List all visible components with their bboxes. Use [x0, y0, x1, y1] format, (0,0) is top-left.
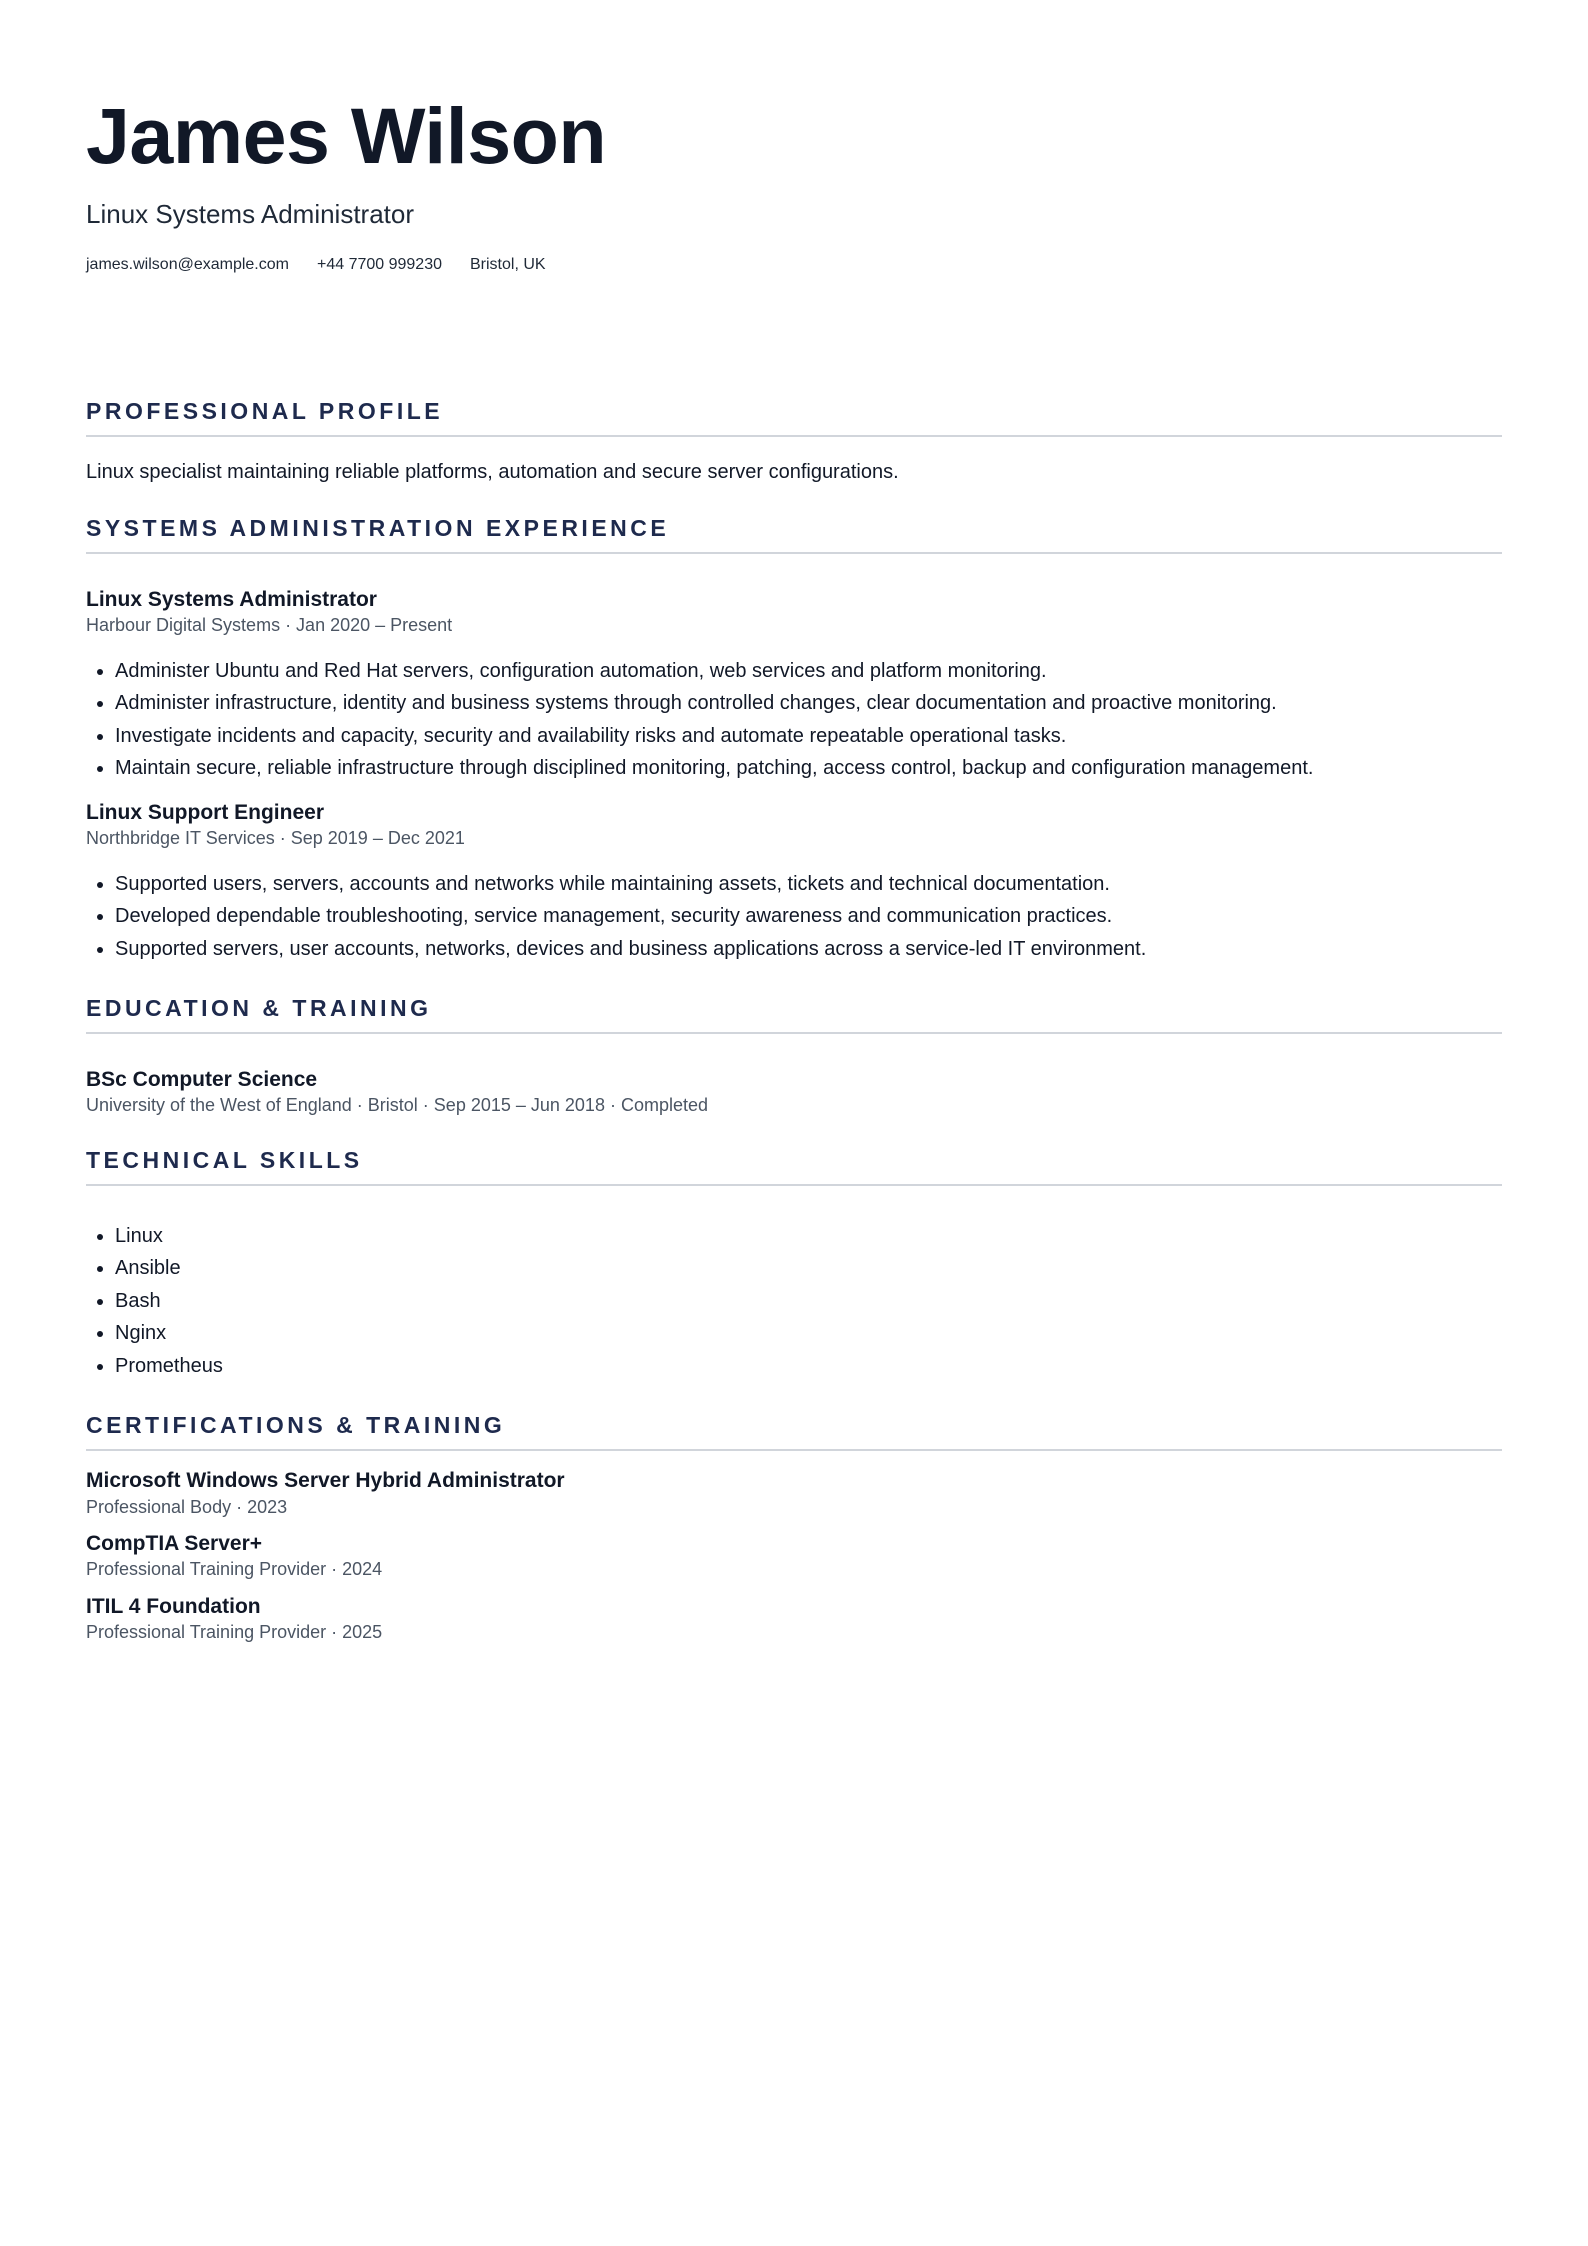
education-section	[86, 995, 1502, 1117]
contact-email[interactable]: james.wilson@example.com	[86, 256, 289, 274]
candidate-name: James Wilson	[86, 91, 607, 180]
skill-item: • Nginx	[115, 1317, 1502, 1350]
experience-section	[86, 515, 1502, 965]
job-entry	[86, 801, 1502, 965]
certifications-list	[86, 1469, 1502, 1643]
education-degree: BSc Computer Science	[86, 1068, 318, 1092]
contact-phone[interactable]: +44 7700 999230	[316, 256, 442, 274]
certification-entry	[86, 1532, 1502, 1581]
skills-list	[86, 1220, 1502, 1383]
contact-row	[86, 256, 1502, 274]
bullet-item: • Supported users, servers, accounts and networks while maintaining assets, tickets and technical documentation.	[115, 868, 1502, 901]
job-meta: Northbridge IT Services · Sep 2019 – Dec 2021	[86, 828, 465, 849]
education-heading: EDUCATION & TRAINING	[86, 995, 1502, 1034]
bullet-item: • Administer Ubuntu and Red Hat servers, configuration automation, web services and platform monitoring.	[115, 655, 1502, 688]
skill-item: • Ansible	[115, 1252, 1502, 1285]
certification-meta: Professional Body · 2023	[86, 1496, 288, 1517]
bullet-item: • Investigate incidents and capacity, security and availability risks and automate repeatable operational tasks.	[115, 720, 1502, 753]
job-bullets	[86, 655, 1502, 785]
job-meta: Harbour Digital Systems · Jan 2020 – Present	[86, 615, 453, 636]
education-meta: University of the West of England · Bristol · Sep 2015 – Jun 2018 · Completed	[86, 1095, 708, 1116]
profile-section	[86, 398, 1502, 485]
certification-name: CompTIA Server+	[86, 1532, 263, 1556]
skill-item: • Linux	[115, 1220, 1502, 1253]
bullet-item: • Administer infrastructure, identity and business systems through controlled changes, clear documentation and proactive monitoring.	[115, 687, 1502, 720]
contact-location: Bristol, UK	[470, 256, 546, 274]
certifications-section	[86, 1412, 1502, 1643]
skill-item: • Prometheus	[115, 1350, 1502, 1383]
job-entry	[86, 588, 1502, 785]
education-entry	[86, 1068, 1502, 1117]
skills-section	[86, 1147, 1502, 1383]
profile-text: Linux specialist maintaining reliable platforms, automation and secure server configurations.	[86, 461, 899, 484]
job-role: Linux Systems Administrator	[86, 588, 377, 612]
job-bullets	[86, 868, 1502, 966]
profile-heading: PROFESSIONAL PROFILE	[86, 398, 1502, 437]
bullet-item: • Maintain secure, reliable infrastructure through disciplined monitoring, patching, access control, backup and configuration management.	[115, 752, 1502, 785]
certification-entry	[86, 1595, 1502, 1644]
candidate-title: Linux Systems Administrator	[86, 199, 415, 229]
bullet-item: • Supported servers, user accounts, networks, devices and business applications across a service-led IT environment.	[115, 933, 1502, 966]
bullet-item: • Developed dependable troubleshooting, service management, security awareness and communication practices.	[115, 900, 1502, 933]
certification-name: Microsoft Windows Server Hybrid Administrator	[86, 1469, 565, 1493]
certification-entry	[86, 1469, 1502, 1518]
certifications-heading: CERTIFICATIONS & TRAINING	[86, 1412, 1502, 1451]
certification-meta: Professional Training Provider · 2025	[86, 1622, 383, 1642]
certification-name: ITIL 4 Foundation	[86, 1594, 261, 1618]
experience-heading: SYSTEMS ADMINISTRATION EXPERIENCE	[86, 515, 1502, 554]
resume-header	[86, 91, 1502, 274]
job-role: Linux Support Engineer	[86, 800, 325, 824]
certification-meta: Professional Training Provider · 2024	[86, 1559, 383, 1580]
skills-heading: TECHNICAL SKILLS	[86, 1147, 1502, 1186]
skill-item: • Bash	[115, 1285, 1502, 1318]
